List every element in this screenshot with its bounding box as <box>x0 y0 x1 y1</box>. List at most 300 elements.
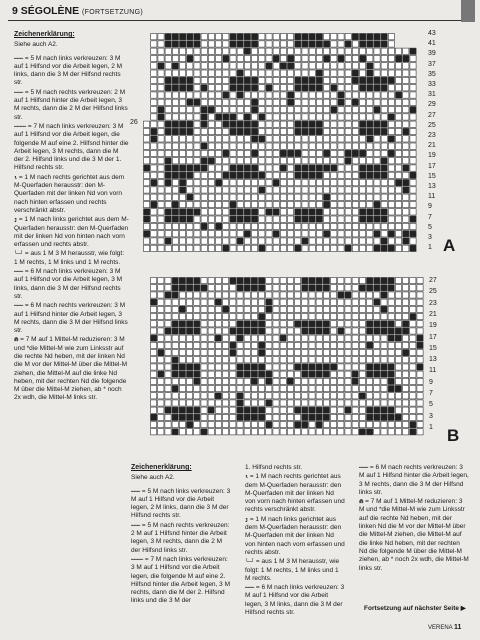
section-number: 9 <box>12 5 18 17</box>
chart-cell <box>266 187 272 193</box>
chart-cell <box>259 422 265 428</box>
chart-cell <box>223 114 229 120</box>
chart-cell <box>237 278 243 284</box>
chart-cell <box>252 107 258 113</box>
chart-cell <box>280 245 286 251</box>
chart-b-label: B <box>447 426 460 445</box>
chart-cell <box>403 414 409 420</box>
chart-cell <box>179 285 185 291</box>
chart-cell <box>287 393 293 399</box>
chart-cell <box>223 299 229 305</box>
chart-cell <box>266 299 272 305</box>
chart-cell <box>381 422 387 428</box>
chart-cell <box>388 378 394 384</box>
chart-cell <box>381 194 387 200</box>
chart-cell <box>244 223 250 229</box>
chart-cell <box>403 121 409 127</box>
chart-cell <box>244 92 250 98</box>
chart-cell <box>280 99 286 105</box>
chart-cell <box>309 400 315 406</box>
chart-cell <box>252 85 258 91</box>
chart-cell <box>338 165 344 171</box>
chart-cell <box>252 216 258 222</box>
chart-cell <box>359 386 365 392</box>
chart-cell <box>273 371 279 377</box>
chart-cell <box>151 335 157 341</box>
chart-cell <box>215 285 221 291</box>
chart-cell <box>352 386 358 392</box>
chart-cell <box>338 92 344 98</box>
chart-cell <box>158 172 164 178</box>
chart-cell <box>215 371 221 377</box>
chart-cell <box>374 350 380 356</box>
chart-cell <box>158 378 164 384</box>
chart-cell <box>208 278 214 284</box>
chart-cell <box>244 209 250 215</box>
chart-cell <box>165 238 171 244</box>
chart-cell <box>288 187 294 193</box>
chart-cell <box>180 209 186 215</box>
chart-cell <box>280 299 286 305</box>
chart-cell <box>259 180 265 186</box>
chart-cell <box>259 114 265 120</box>
chart-cell <box>201 386 207 392</box>
chart-cell <box>151 378 157 384</box>
chart-cell <box>309 128 315 134</box>
chart-cell <box>252 136 258 142</box>
chart-cell <box>324 85 330 91</box>
chart-cell <box>208 92 214 98</box>
chart-cell <box>223 172 229 178</box>
chart-cell <box>316 238 322 244</box>
chart-cell <box>158 371 164 377</box>
chart-cell <box>388 422 394 428</box>
chart-cell <box>360 85 366 91</box>
chart-cell <box>144 216 150 222</box>
chart-cell <box>396 158 402 164</box>
chart-cell <box>352 180 358 186</box>
chart-cell <box>374 194 380 200</box>
chart-cell <box>151 407 157 413</box>
chart-cell <box>180 34 186 40</box>
chart-cell <box>331 278 337 284</box>
chart-cell <box>302 321 308 327</box>
chart-cell <box>165 121 171 127</box>
chart-cell <box>295 128 301 134</box>
chart-cell <box>381 92 387 98</box>
chart-cell <box>230 371 236 377</box>
chart-cell <box>187 342 193 348</box>
chart-cell <box>244 172 250 178</box>
chart-cell <box>208 422 214 428</box>
chart-cell <box>295 187 301 193</box>
chart-cell <box>331 400 337 406</box>
chart-cell <box>352 328 358 334</box>
chart-cell <box>367 121 373 127</box>
chart-cell <box>403 107 409 113</box>
chart-cell <box>172 209 178 215</box>
chart-cell <box>273 414 279 420</box>
chart-cell <box>403 150 409 156</box>
chart-cell <box>287 386 293 392</box>
chart-cell <box>259 34 265 40</box>
chart-cell <box>187 314 193 320</box>
chart-cell <box>208 223 214 229</box>
chart-cell <box>165 299 171 305</box>
legend-left <box>14 31 129 404</box>
chart-cell <box>367 209 373 215</box>
chart-cell <box>244 342 250 348</box>
chart-cell <box>244 143 250 149</box>
chart-cell <box>374 400 380 406</box>
chart-cell <box>151 41 157 47</box>
chart-cell <box>158 278 164 284</box>
chart-cell <box>374 414 380 420</box>
chart-cell <box>338 48 344 54</box>
chart-cell <box>172 407 178 413</box>
row-number: 27 <box>428 111 436 119</box>
chart-cell <box>410 314 416 320</box>
chart-cell <box>165 314 171 320</box>
chart-cell <box>266 231 272 237</box>
chart-cell <box>172 121 178 127</box>
chart-cell <box>302 231 308 237</box>
chart-cell <box>280 393 286 399</box>
chart-cell <box>396 48 402 54</box>
chart-cell <box>331 201 337 207</box>
chart-cell <box>194 245 200 251</box>
chart-cell <box>331 34 337 40</box>
chart-cell <box>287 357 293 363</box>
chart-cell <box>266 128 272 134</box>
chart-cell <box>215 422 221 428</box>
chart-cell <box>381 55 387 61</box>
chart-cell <box>396 77 402 83</box>
chart-cell <box>237 55 243 61</box>
chart-cell <box>352 34 358 40</box>
chart-cell <box>158 342 164 348</box>
chart-cell <box>381 350 387 356</box>
chart-cell <box>194 114 200 120</box>
chart-cell <box>338 187 344 193</box>
chart-cell <box>194 386 200 392</box>
chart-cell <box>158 143 164 149</box>
chart-cell <box>374 201 380 207</box>
chart-cell <box>201 314 207 320</box>
row-number: 15 <box>429 344 437 352</box>
chart-cell <box>396 92 402 98</box>
chart-cell <box>172 77 178 83</box>
chart-cell <box>331 150 337 156</box>
chart-cell <box>194 165 200 171</box>
chart-cell <box>223 400 229 406</box>
chart-cell <box>381 378 387 384</box>
chart-cell <box>345 165 351 171</box>
chart-cell <box>403 429 409 435</box>
chart-cell <box>151 364 157 370</box>
chart-cell <box>187 201 193 207</box>
chart-cell <box>216 143 222 149</box>
chart-cell <box>266 158 272 164</box>
chart-cell <box>158 328 164 334</box>
chart-cell <box>367 292 373 298</box>
chart-cell <box>381 357 387 363</box>
chart-cell <box>273 165 279 171</box>
chart-cell <box>273 128 279 134</box>
chart-cell <box>288 55 294 61</box>
chart-cell <box>244 77 250 83</box>
chart-cell <box>230 393 236 399</box>
chart-cell <box>367 371 373 377</box>
chart-cell <box>309 150 315 156</box>
legend-entry <box>14 336 129 402</box>
chart-cell <box>280 429 286 435</box>
chart-cell <box>230 143 236 149</box>
chart-cell <box>374 85 380 91</box>
chart-cell <box>352 143 358 149</box>
chart-cell <box>144 165 150 171</box>
chart-cell <box>244 238 250 244</box>
chart-cell <box>287 350 293 356</box>
chart-cell <box>201 85 207 91</box>
chart-cell <box>194 209 200 215</box>
chart-cell <box>266 70 272 76</box>
chart-cell <box>259 63 265 69</box>
chart-cell <box>165 34 171 40</box>
chart-cell <box>266 292 272 298</box>
chart-cell <box>302 350 308 356</box>
chart-cell <box>388 364 394 370</box>
chart-cell <box>208 201 214 207</box>
chart-cell <box>216 158 222 164</box>
chart-cell <box>179 371 185 377</box>
stitch-symbol-icon: ⋯⋯⋯ <box>14 55 24 62</box>
chart-cell <box>295 63 301 69</box>
chart-cell <box>295 422 301 428</box>
chart-cell <box>287 314 293 320</box>
legend-text: = 7 M auf 1 Mittel-M reduzieren: 3 M und *die Mittel-M wie zum Linksstr auf die rechte Nd heben, mit der linken Nd die M vor der Mittel-M über die Mittel-M ziehen, die Mittel-M auf die linke Nd heben, mit der rechten Nd die folgende M über die Mittel-M ziehen, ab * noch 2x wdh, die Mittel-M links str. <box>14 336 128 402</box>
chart-cell <box>374 92 380 98</box>
chart-cell <box>360 187 366 193</box>
chart-cell <box>187 386 193 392</box>
chart-cell <box>381 245 387 251</box>
chart-cell <box>252 143 258 149</box>
chart-cell <box>194 201 200 207</box>
chart-cell <box>273 172 279 178</box>
chart-cell <box>388 136 394 142</box>
chart-cell <box>172 55 178 61</box>
chart-cell <box>374 216 380 222</box>
chart-cell <box>417 429 423 435</box>
chart-cell <box>316 231 322 237</box>
chart-cell <box>266 386 272 392</box>
chart-cell <box>180 165 186 171</box>
chart-cell <box>323 386 329 392</box>
legend-entry <box>14 302 129 335</box>
stitch-symbol-icon: ⋯⋯⋯ <box>14 89 24 96</box>
chart-cell <box>280 121 286 127</box>
chart-cell <box>151 48 157 54</box>
chart-cell <box>331 357 337 363</box>
chart-cell <box>180 143 186 149</box>
chart-cell <box>223 209 229 215</box>
chart-cell <box>295 143 301 149</box>
chart-cell <box>158 85 164 91</box>
chart-cell <box>201 306 207 312</box>
chart-cell <box>280 321 286 327</box>
chart-cell <box>367 150 373 156</box>
chart-cell <box>280 378 286 384</box>
chart-cell <box>244 357 250 363</box>
chart-cell <box>417 371 423 377</box>
chart-cell <box>187 121 193 127</box>
chart-cell <box>158 407 164 413</box>
chart-cell <box>180 41 186 47</box>
chart-cell <box>158 238 164 244</box>
chart-cell <box>367 34 373 40</box>
chart-cell <box>158 34 164 40</box>
chart-cell <box>208 386 214 392</box>
chart-cell <box>316 223 322 229</box>
chart-cell <box>165 85 171 91</box>
chart-cell <box>280 150 286 156</box>
chart-cell <box>151 136 157 142</box>
chart-cell <box>403 378 409 384</box>
chart-cell <box>395 422 401 428</box>
chart-cell <box>388 70 394 76</box>
chart-cell <box>273 194 279 200</box>
chart-cell <box>287 371 293 377</box>
chart-cell <box>360 48 366 54</box>
chart-cell <box>151 386 157 392</box>
chart-cell <box>194 314 200 320</box>
chart-cell <box>208 378 214 384</box>
chart-cell <box>302 121 308 127</box>
chart-cell <box>345 350 351 356</box>
chart-cell <box>345 299 351 305</box>
chart-cell <box>273 107 279 113</box>
chart-cell <box>323 407 329 413</box>
chart-cell <box>215 314 221 320</box>
chart-cell <box>266 143 272 149</box>
chart-cell <box>280 285 286 291</box>
chart-cell <box>295 429 301 435</box>
chart-cell <box>309 194 315 200</box>
chart-cell <box>244 350 250 356</box>
chart-cell <box>331 306 337 312</box>
chart-cell <box>352 107 358 113</box>
row-number: 23 <box>429 299 437 307</box>
chart-cell <box>172 357 178 363</box>
chart-cell <box>316 128 322 134</box>
chart-cell <box>223 180 229 186</box>
chart-cell <box>201 180 207 186</box>
chart-cell <box>302 92 308 98</box>
chart-cell <box>280 278 286 284</box>
chart-cell <box>187 350 193 356</box>
chart-cell <box>216 245 222 251</box>
chart-cell <box>396 128 402 134</box>
chart-cell <box>187 150 193 156</box>
chart-cell <box>208 238 214 244</box>
continue-note: Fortsetzung auf nächster Seite ▶ <box>364 605 466 612</box>
chart-cell <box>302 48 308 54</box>
chart-cell <box>151 371 157 377</box>
chart-cell <box>295 393 301 399</box>
chart-cell <box>345 158 351 164</box>
chart-cell <box>244 314 250 320</box>
chart-cell <box>187 187 193 193</box>
chart-cell <box>309 209 315 215</box>
chart-cell <box>223 364 229 370</box>
chart-cell <box>396 201 402 207</box>
chart-cell <box>395 306 401 312</box>
chart-cell <box>187 306 193 312</box>
chart-cell <box>151 321 157 327</box>
chart-cell <box>208 285 214 291</box>
legend-text: = 5 M nach links verkreuzen: 3 M auf 1 Hilfsnd vor die Arbeit legen, 2 M links, dann die 3 M der Hilfsnd rechts str. <box>131 487 231 520</box>
chart-cell <box>266 107 272 113</box>
legend-entry <box>359 498 469 573</box>
chart-cell <box>259 143 265 149</box>
chart-cell <box>151 299 157 305</box>
chart-cell <box>151 400 157 406</box>
chart-cell <box>237 285 243 291</box>
chart-cell <box>244 414 250 420</box>
chart-cell <box>309 292 315 298</box>
chart-cell <box>144 201 150 207</box>
chart-cell <box>331 386 337 392</box>
chart-cell <box>259 407 265 413</box>
chart-cell <box>280 414 286 420</box>
chart-cell <box>338 41 344 47</box>
chart-cell <box>367 92 373 98</box>
chart-cell <box>237 342 243 348</box>
chart-cell <box>302 342 308 348</box>
chart-cell <box>374 231 380 237</box>
chart-cell <box>237 364 243 370</box>
chart-cell <box>388 292 394 298</box>
chart-cell <box>273 231 279 237</box>
chart-cell <box>201 143 207 149</box>
chart-cell <box>230 48 236 54</box>
chart-cell <box>165 128 171 134</box>
chart-cell <box>396 238 402 244</box>
chart-cell <box>215 357 221 363</box>
chart-cell <box>194 350 200 356</box>
chart-cell <box>266 201 272 207</box>
chart-cell <box>331 364 337 370</box>
chart-cell <box>165 321 171 327</box>
chart-cell <box>381 278 387 284</box>
chart-cell <box>230 364 236 370</box>
legend-entry <box>14 250 129 267</box>
chart-cell <box>316 292 322 298</box>
chart-cell <box>352 364 358 370</box>
chart-cell <box>345 77 351 83</box>
chart-cell <box>338 55 344 61</box>
chart-cell <box>230 63 236 69</box>
chart-cell <box>223 77 229 83</box>
row-number: 39 <box>428 50 436 58</box>
chart-cell <box>309 114 315 120</box>
chart-cell <box>187 238 193 244</box>
chart-cell <box>338 357 344 363</box>
chart-cell <box>187 107 193 113</box>
chart-cell <box>223 328 229 334</box>
chart-cell <box>165 386 171 392</box>
chart-cell <box>417 299 423 305</box>
